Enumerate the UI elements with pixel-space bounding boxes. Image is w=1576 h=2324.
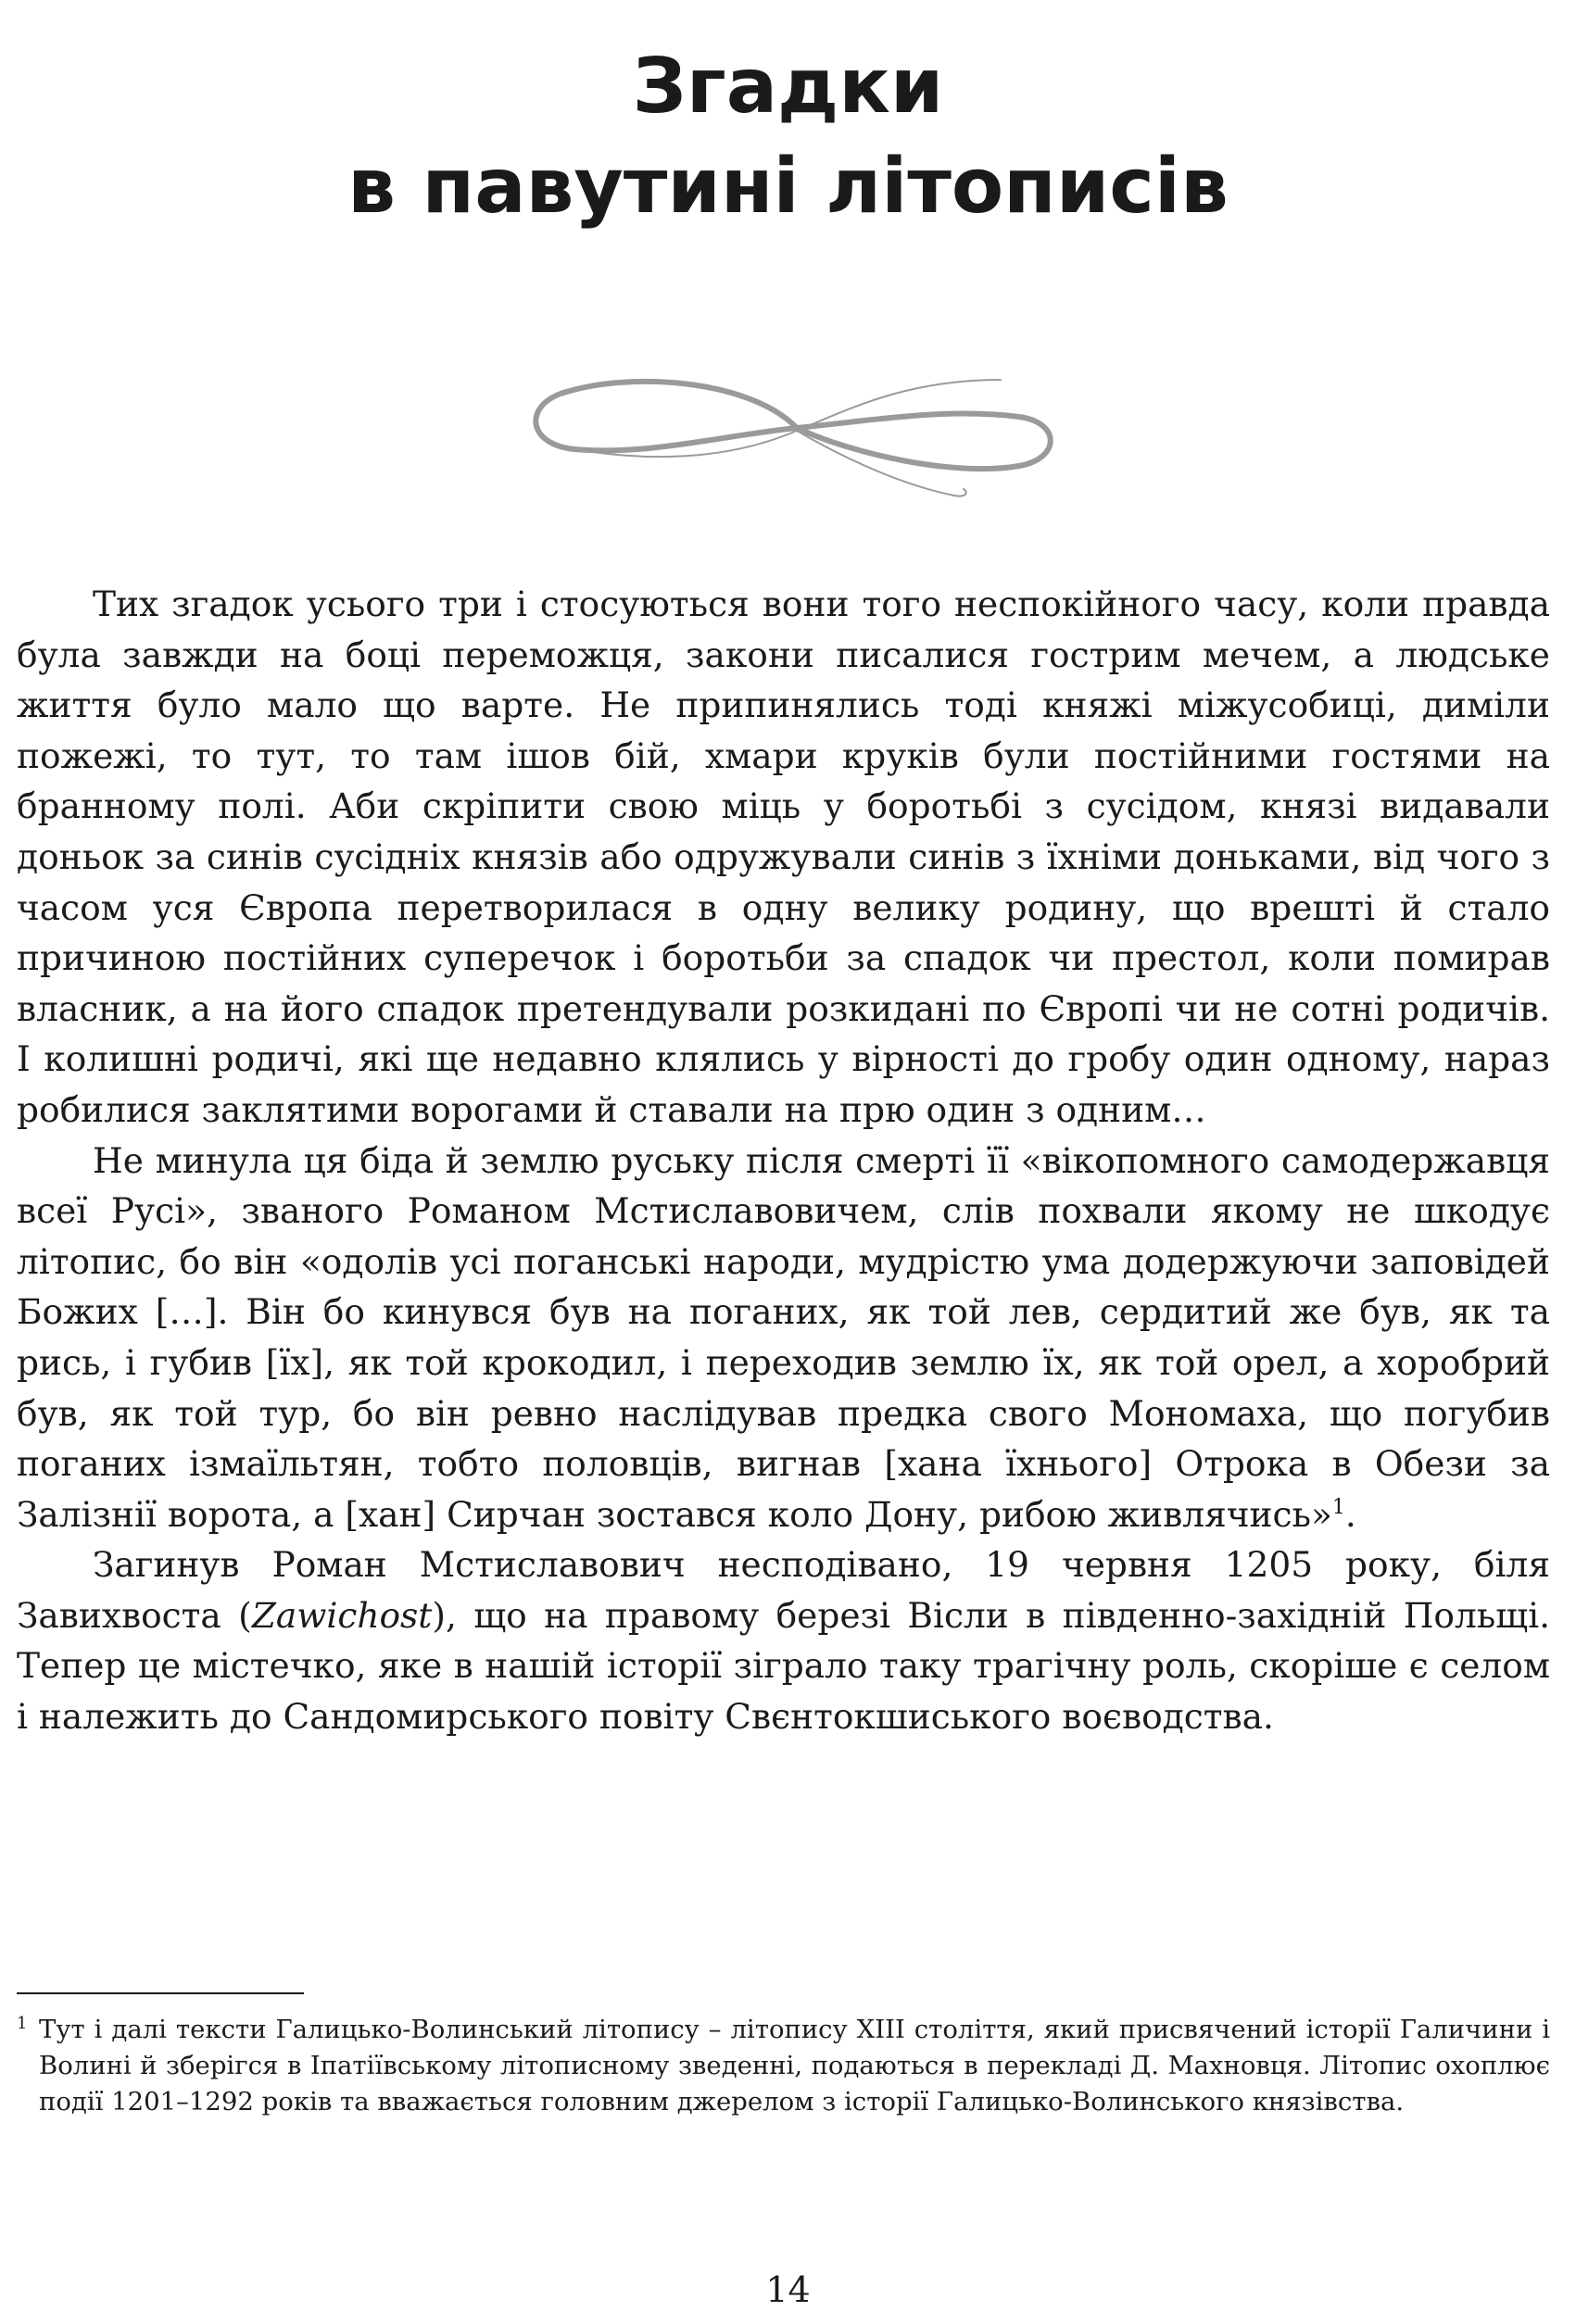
paragraph-2-text: Не минула ця біда й землю руську після смерті її «вікопомного самодержавця всеї Русі», званого Романом Мстиславовичем, слів похвали якому не шкодує літопис, бо він «одолів усі поганські народи, мудрістю ума додержуючи заповідей Божих […]. Він бо кинувся був на поганих, як той лев, сердитий же був, як та рись, і губив [їх], як той крокодил, і переходив землю їх, як той орел, а хоробрий був, як той тур, бо він ревно наслідував предка свого Мономаха, що погубив поганих ізмаїльтян, тобто половців, вигнав [хана їхнього] Отрока в Обези за Залізнії ворота, а [хан] Сирчан зостався коло Дону, рибою живлячись» <box>17 1139 1550 1535</box>
paragraph-2 <box>17 1136 1550 1540</box>
paragraph-2-end: . <box>1344 1493 1356 1535</box>
chapter-title-line-1: Згадки <box>632 43 944 131</box>
footnote-mark: 1 <box>17 2014 28 2033</box>
footnote-reference[interactable]: 1 <box>1331 1495 1345 1519</box>
paragraph-3 <box>17 1539 1550 1741</box>
paragraph-1: Тих згадок усього три і стосуються вони того неспокійного часу, коли правда була завжди на боці переможця, закони писалися гострим мечем, а людське життя було мало що варте. Не припинялись тоді княжі міжусобиці, диміли пожежі, то тут, то там ішов бій, хмари круків були постійними гостями на бранному полі. Аби скріпити свою міць у боротьбі з сусідом, князі видавали доньок за синів сусідніх князів або одружували синів з їхніми доньками, від чого з часом уся Європа перетворилася в одну велику родину, що врешті й стало причиною постійних суперечок і боротьби за спадок чи престол, коли помирав власник, а на його спадок претендували розкидані по Європі чи не сотні родичів. І колишні родичі, які ще недавно клялись у вірності до гробу один одному, нараз робилися заклятими ворогами й ставали на прю один з одним… <box>17 584 1550 1130</box>
paragraph-3-start: Загинув Роман Мстиславович несподівано, 19 червня 1205 року, біля Завихвоста ( <box>17 1544 1550 1636</box>
footnote-text: Тут і далі тексти Галицько-Волинський літопису – літопису XIII століття, який присвячений історії Галичини і Волині й зберігся в Іпатіївському літописному зведенні, подаються в перекладі Д. Махновця. Літопис охоплює події 1201–1292 років та вважається головним джерелом з історії Галицько-Волинського князівства. <box>39 2015 1550 2117</box>
chapter-title-line-2: в павутині літописів <box>347 143 1229 231</box>
footnote-divider <box>17 1992 304 1994</box>
page-number: 14 <box>765 2269 811 2310</box>
flourish-ornament-icon <box>519 343 1065 509</box>
footnote <box>17 2012 1550 2120</box>
chapter-title <box>0 37 1576 237</box>
place-name-italic: Zawichost <box>251 1594 433 1636</box>
paragraph-3-end: ), що на правому березі Вісли в південно-західній Польщі. Тепер це містечко, яке в нашій історії зіграло таку трагічну роль, скоріше є селом і належить до Сандомирського повіту Свєнтокшиського воєводства. <box>17 1594 1551 1738</box>
body-text <box>17 579 1550 1742</box>
